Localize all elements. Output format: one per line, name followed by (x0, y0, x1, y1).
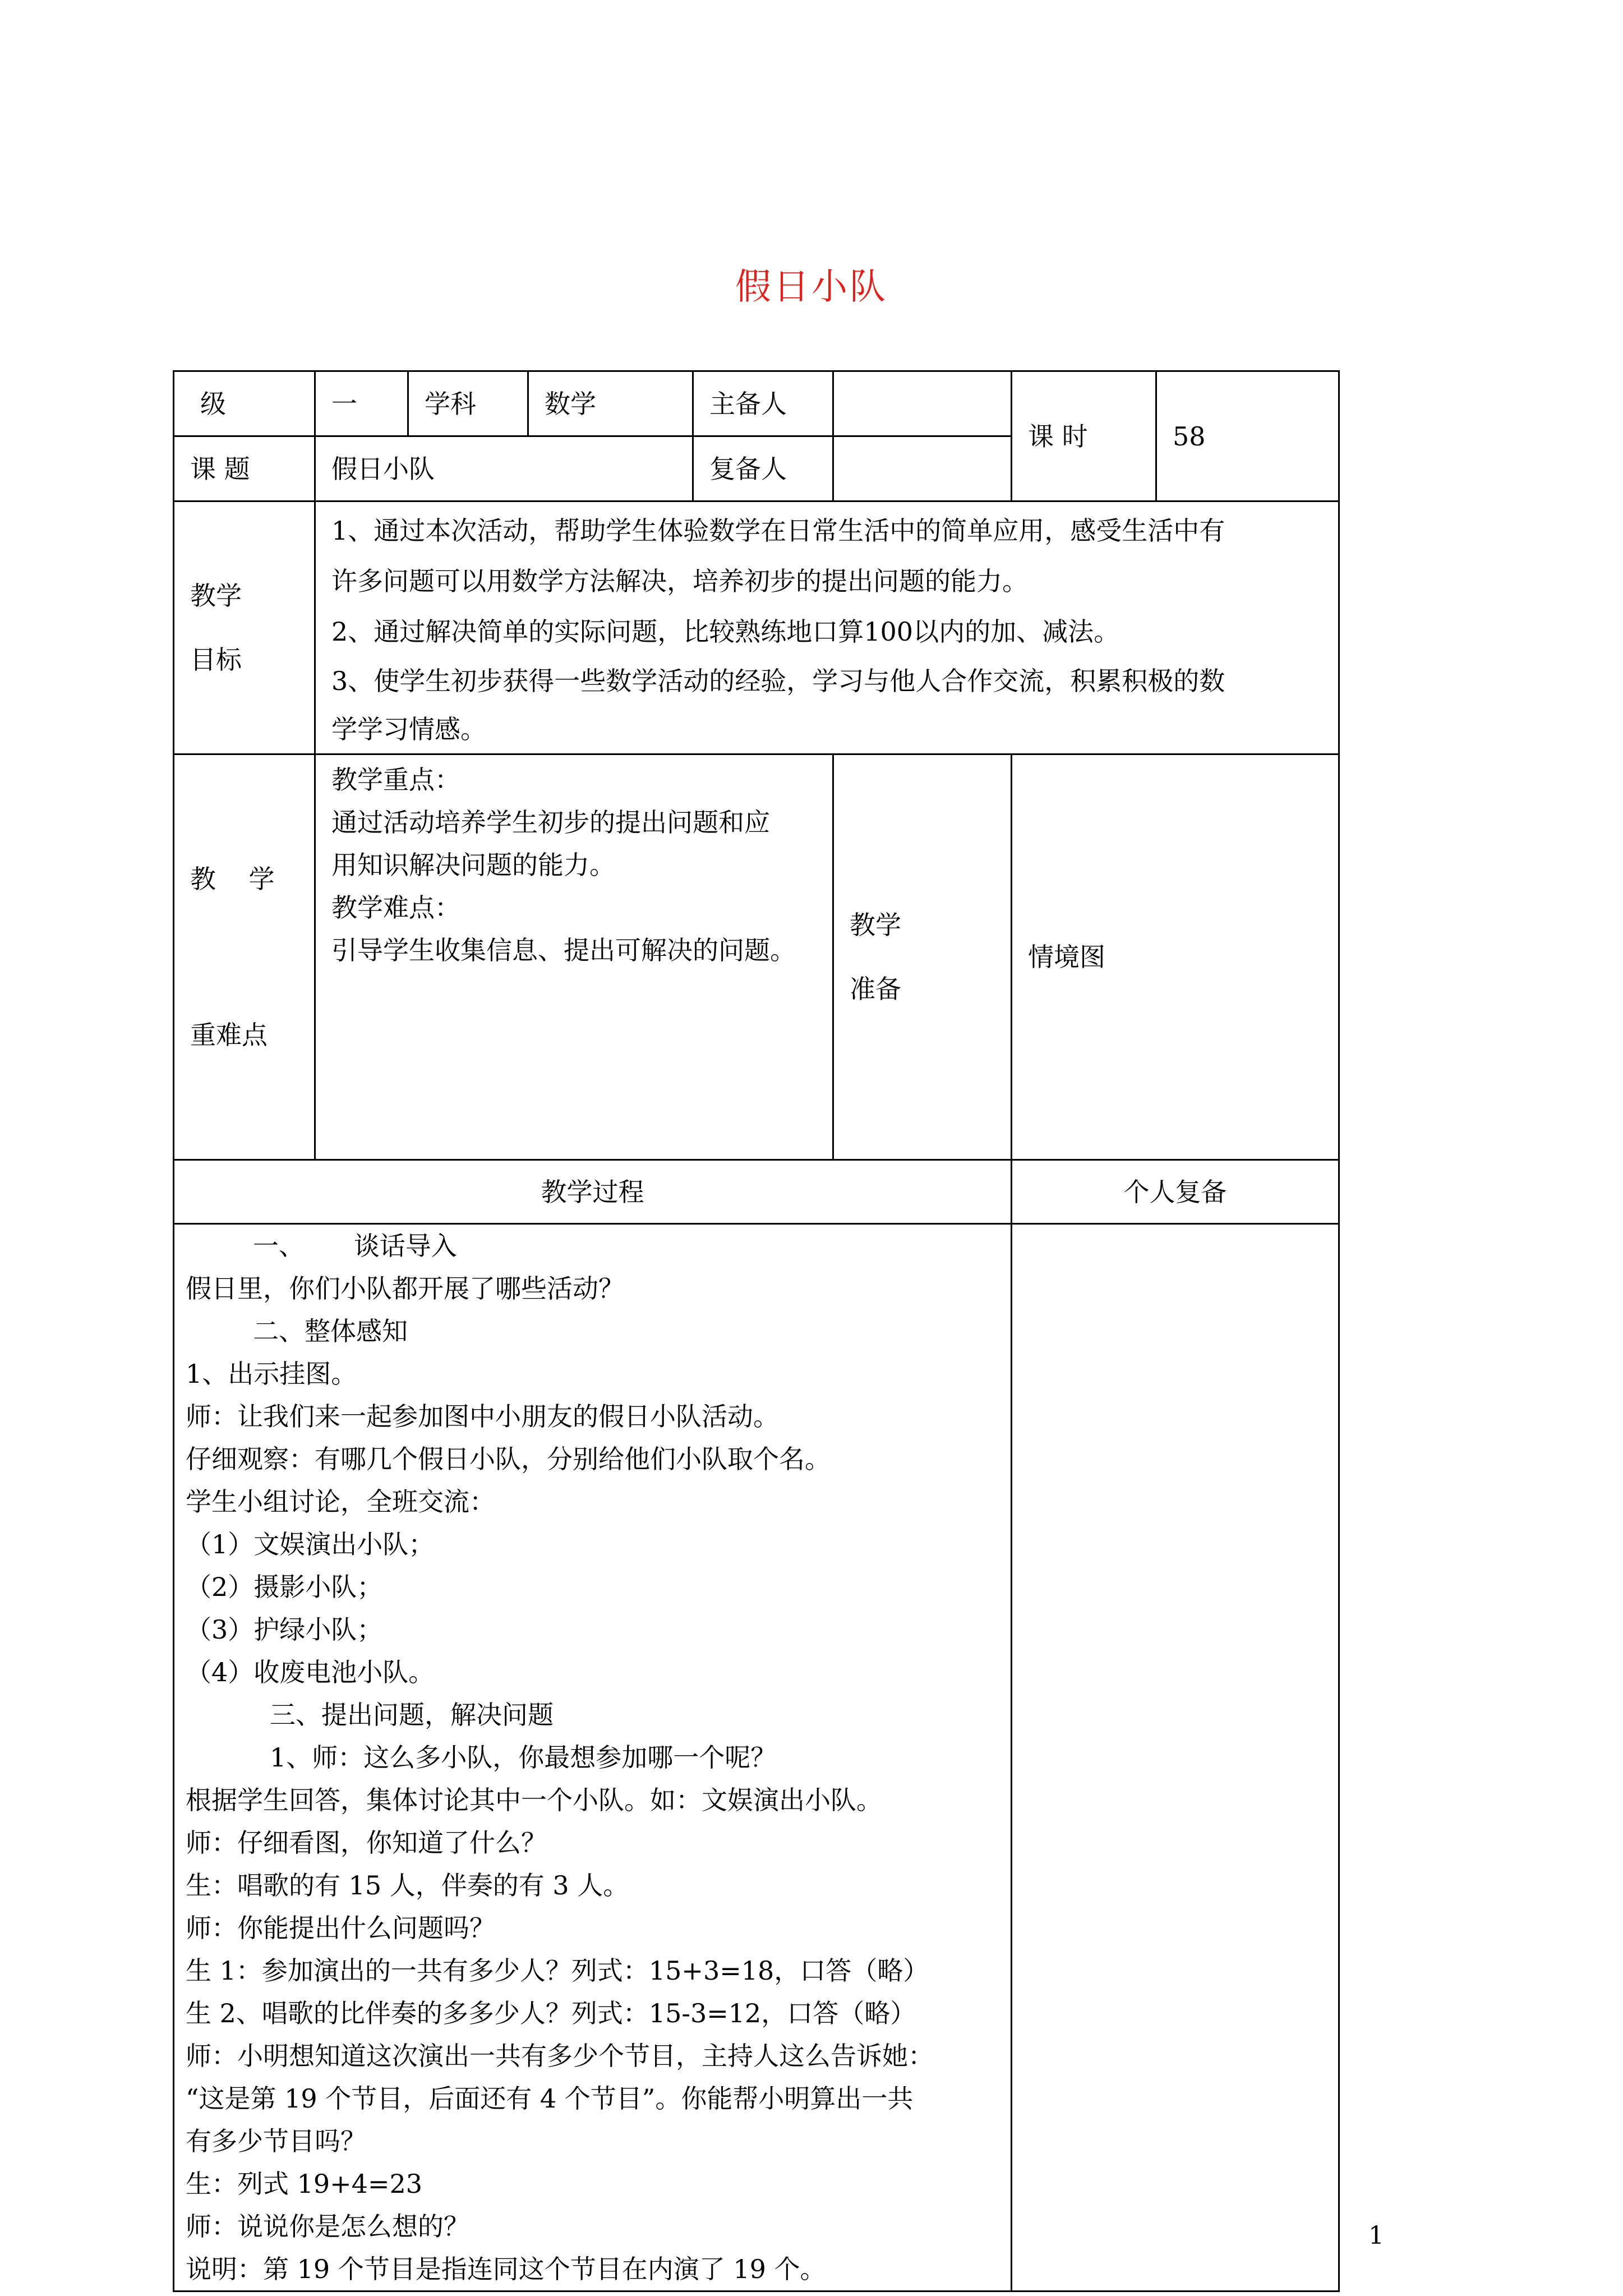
process-line-25: 说明：第 19 个节目是指连同这个节目在内演了 19 个。 (186, 2254, 826, 2284)
goal-line-2: 许多问题可以用数学方法解决，培养初步的提出问题的能力。 (331, 566, 1028, 596)
process-line-14: 根据学生回答，集体讨论其中一个小队。如：文娱演出小队。 (186, 1785, 882, 1815)
key-point-line-5: 引导学生收集信息、提出可解决的问题。 (331, 935, 796, 965)
header-row-1 (174, 371, 1339, 436)
key-points-row (174, 754, 1339, 1160)
key-point-line-4: 教学难点： (331, 892, 460, 923)
topic-value: 假日小队 (315, 436, 693, 501)
reviewer-value (833, 436, 1012, 501)
process-line-2: 假日里，你们小队都开展了哪些活动？ (186, 1273, 624, 1304)
process-line-9: （2）摄影小队； (186, 1572, 383, 1602)
process-line-18: 生 1：参加演出的一共有多少人？列式：15+3=18，口答（略） (186, 1955, 929, 1986)
process-line-15: 师：仔细看图，你知道了什么？ (186, 1828, 547, 1858)
process-content (174, 1224, 1012, 2292)
process-line-17: 师：你能提出什么问题吗？ (186, 1913, 495, 1943)
key-points-content (315, 754, 833, 1160)
key-points-label-line-2: 重难点 (190, 1020, 268, 1050)
goals-label (174, 501, 315, 754)
process-line-6: 仔细观察：有哪几个假日小队，分别给他们小队取个名。 (186, 1444, 831, 1474)
period-value: 58 (1156, 371, 1339, 501)
key-point-line-1: 教学重点： (331, 765, 460, 795)
page-number: 1 (1368, 2221, 1384, 2250)
subject-value: 数学 (528, 371, 693, 436)
process-line-7: 学生小组讨论，全班交流： (186, 1487, 495, 1517)
main-preparer-label: 主备人 (693, 371, 833, 436)
process-line-8: （1）文娱演出小队； (186, 1529, 435, 1559)
process-line-24: 师：说说你是怎么想的？ (186, 2211, 469, 2242)
prep-value: 情境图 (1012, 754, 1339, 1160)
prep-label-line-2: 准备 (850, 974, 901, 1004)
process-line-10: （3）护绿小队； (186, 1614, 383, 1645)
prep-label-line-1: 教学 (850, 910, 901, 940)
key-point-line-3: 用知识解决问题的能力。 (331, 850, 615, 880)
process-header: 教学过程 (174, 1160, 1012, 1224)
key-points-label-line-1: 教 学 (190, 864, 275, 894)
process-line-11: （4）收废电池小队。 (186, 1657, 435, 1687)
goals-content (315, 501, 1339, 754)
goals-row (174, 501, 1339, 754)
process-line-19: 生 2、唱歌的比伴奏的多多少人？列式：15-3=12，口答（略） (186, 1998, 916, 2028)
process-line-21: “这是第 19 个节目，后面还有 4 个节目”。你能帮小明算出一共 (186, 2083, 914, 2114)
goals-label-line-1: 教学 (190, 581, 242, 611)
personal-header: 个人复备 (1012, 1160, 1339, 1224)
process-header-row (174, 1160, 1339, 1224)
lesson-plan-table (173, 370, 1340, 2292)
goal-line-4: 3、使学生初步获得一些数学活动的经验，学习与他人合作交流，积累积极的数 (331, 666, 1225, 696)
goals-label-line-2: 目标 (190, 645, 242, 675)
reviewer-label: 复备人 (693, 436, 833, 501)
main-preparer-value (833, 371, 1012, 436)
period-label: 课 时 (1012, 371, 1156, 501)
grade-value: 一 (315, 371, 408, 436)
topic-label: 课 题 (174, 436, 315, 501)
process-line-22: 有多少节目吗？ (186, 2126, 366, 2156)
process-line-16: 生：唱歌的有 15 人，伴奏的有 3 人。 (186, 1870, 629, 1901)
process-line-5: 师：让我们来一起参加图中小朋友的假日小队活动。 (186, 1401, 779, 1432)
process-row (174, 1224, 1339, 2292)
subject-label: 学科 (408, 371, 528, 436)
process-line-20: 师：小明想知道这次演出一共有多少个节目，主持人这么告诉她： (186, 2041, 934, 2071)
grade-label: 级 (174, 371, 315, 436)
process-line-13: 1、师：这么多小队，你最想参加哪一个呢？ (270, 1742, 777, 1773)
process-line-12: 三、提出问题，解决问题 (270, 1700, 554, 1730)
prep-label (833, 754, 1012, 1160)
process-line-23: 生：列式 19+4=23 (186, 2169, 423, 2199)
process-line-3: 二、整体感知 (253, 1316, 408, 1346)
process-line-4: 1、出示挂图。 (186, 1359, 357, 1389)
goal-line-3: 2、通过解决简单的实际问题，比较熟练地口算100以内的加、减法。 (331, 616, 1120, 647)
personal-notes-area (1012, 1224, 1339, 2292)
process-line-1: 一、 谈话导入 (253, 1231, 457, 1261)
key-point-line-2: 通过活动培养学生初步的提出问题和应 (331, 807, 770, 838)
goal-line-5: 学学习情感。 (331, 714, 486, 744)
goal-line-1: 1、通过本次活动，帮助学生体验数学在日常生活中的简单应用，感受生活中有 (331, 516, 1225, 546)
document-title: 假日小队 (735, 266, 888, 308)
key-points-label (174, 754, 315, 1160)
